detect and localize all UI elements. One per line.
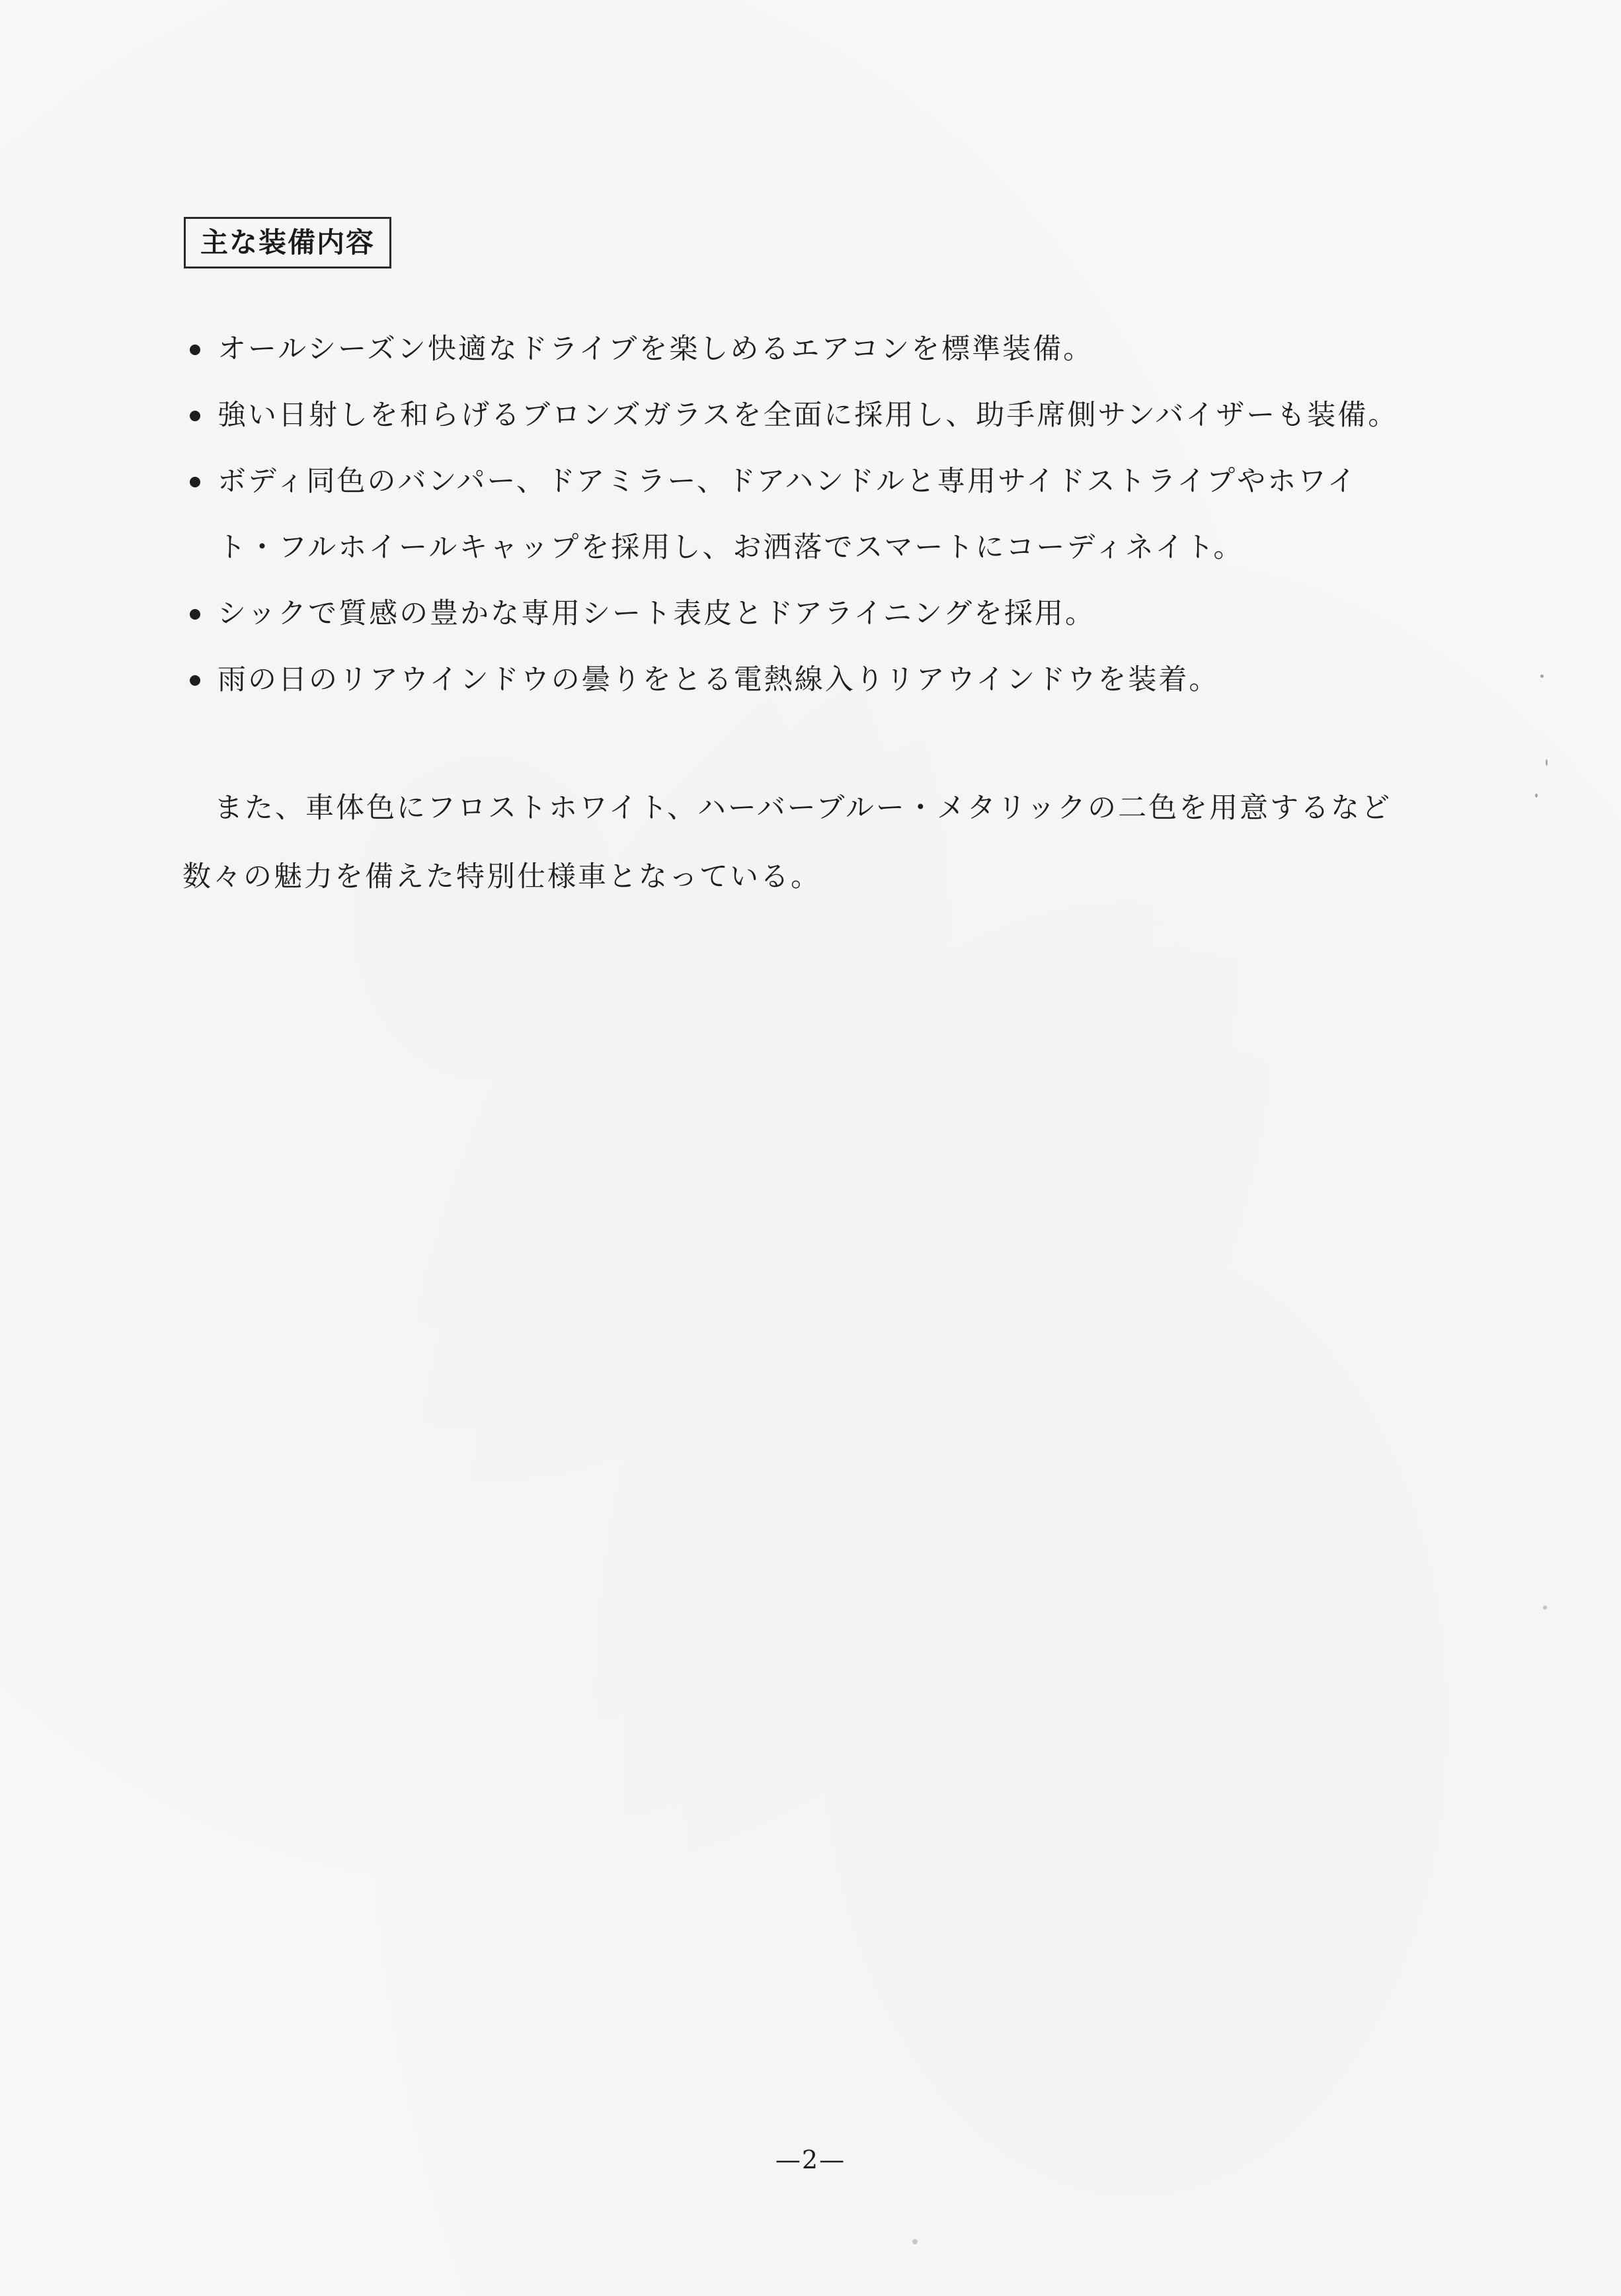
bullet-icon (190, 609, 200, 620)
equipment-item (188, 581, 1478, 647)
paper-speck (1543, 1606, 1547, 1610)
equipment-text: オールシーズン快適なドライブを楽しめるエアコンを標準装備。 (217, 333, 1094, 366)
equipment-text: シックで質感の豊かな専用シート表皮とドアライニングを採用。 (217, 597, 1095, 630)
equipment-item (188, 647, 1478, 713)
bullet-icon (190, 345, 200, 355)
equipment-text: 強い日射しを和らげるブロンズガラスを全面に採用し、助手席側サンバイザーも装備。 (217, 399, 1399, 432)
section-heading: 主な装備内容 (184, 217, 391, 268)
equipment-text-continued: ト・フルホイールキャップを採用し、お洒落でスマートにコーディネイト。 (217, 531, 1244, 564)
closing-line-2: 数々の魅力を備えた特別仕様車となっている。 (182, 860, 821, 893)
paper-speck (1535, 794, 1538, 798)
equipment-item (188, 382, 1478, 448)
equipment-item (188, 448, 1478, 581)
closing-paragraph (182, 774, 1478, 911)
bullet-icon (190, 675, 200, 686)
paper-speck (1540, 675, 1544, 678)
paper-speck (912, 2239, 918, 2244)
bullet-icon (190, 477, 200, 487)
bullet-icon (190, 411, 200, 421)
equipment-text: ボディ同色のバンパー、ドアミラー、ドアハンドルと専用サイドストライプやホワイ (217, 465, 1358, 498)
paper-speck (1546, 759, 1548, 766)
closing-line-1: また、車体色にフロストホワイト、ハーバーブルー・メタリックの二色を用意するなど (214, 792, 1392, 825)
equipment-item (188, 316, 1478, 382)
equipment-list (188, 316, 1478, 713)
equipment-text: 雨の日のリアウインドウの曇りをとる電熱線入りリアウインドウを装着。 (217, 663, 1220, 696)
page-number: —2— (775, 2145, 846, 2174)
